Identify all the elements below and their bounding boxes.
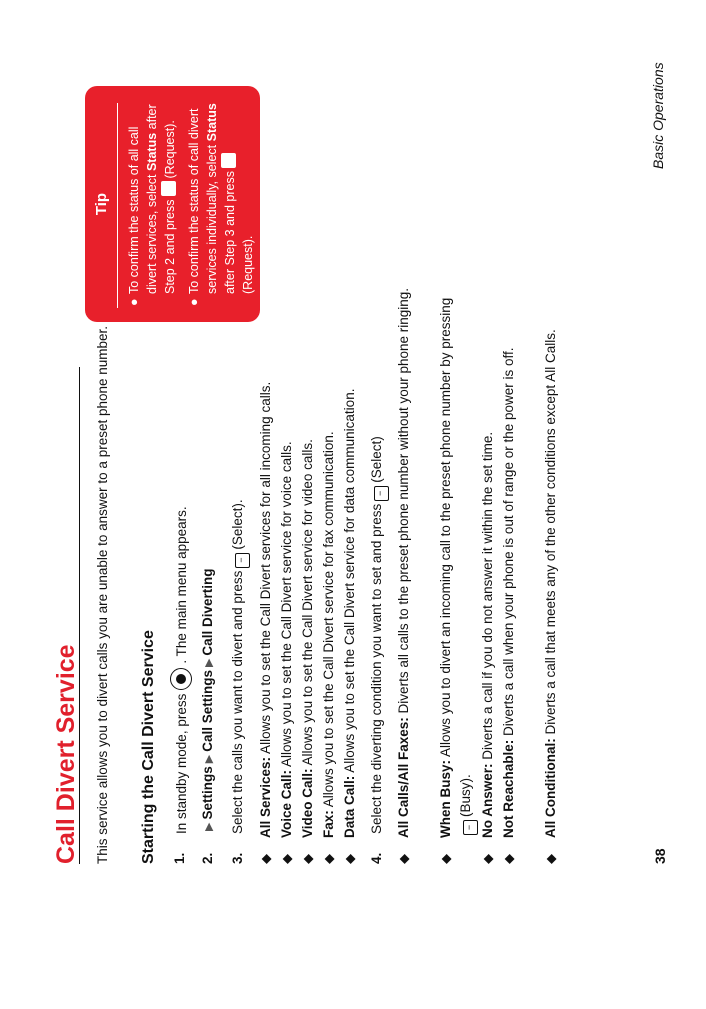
tip-text-end: (Request).: [163, 120, 177, 179]
bullet-text: Diverts all calls to the preset phone number without your phone ringing.: [396, 287, 411, 714]
bullet-label: Data Call:: [342, 775, 357, 838]
bullet-text: Diverts a call when your phone is out of range or the power is off.: [501, 347, 516, 736]
tip-status-label: Status: [205, 103, 219, 142]
title-rule: [79, 367, 80, 864]
diamond-bullet-icon: ◆: [258, 854, 273, 864]
menu-path-call-settings: Call Settings: [200, 670, 215, 752]
bullet-label: Fax:: [321, 810, 336, 838]
bullet-text: Allows you to set the Call Divert service for voice calls.: [279, 441, 294, 767]
page-number: 38: [652, 848, 668, 864]
bullet-label: Video Call:: [300, 768, 315, 838]
bullet-label: All Calls/All Faxes:: [396, 717, 411, 838]
soft-key-icon: −: [463, 820, 478, 835]
bullet-text: Allows you to divert an incoming call to the preset phone number by pressing: [438, 297, 453, 757]
step-text: Select the calls you want to divert and press: [230, 570, 245, 834]
tip-box: [85, 86, 260, 322]
diamond-bullet-icon: ◆: [501, 854, 516, 864]
bullet-label: All Conditional:: [543, 738, 558, 838]
bullet-text: Allows you to set the Call Divert service for video calls.: [300, 439, 315, 766]
diamond-bullet-icon: ◆: [342, 854, 357, 864]
bullet-label: Not Reachable:: [501, 739, 516, 838]
step-number: 3.: [230, 852, 245, 864]
step-number: 1.: [172, 852, 187, 864]
diamond-bullet-icon: ◆: [543, 854, 558, 864]
center-select-key-icon: [170, 668, 192, 690]
footer-section-title: Basic Operations: [650, 62, 666, 169]
soft-key-icon: [221, 153, 236, 168]
soft-key-icon: −: [235, 553, 250, 568]
tip-text: To confirm the status of all call divert services, select: [127, 126, 159, 294]
intro-paragraph: This service allows you to divert calls you are unable to answer to a preset phone number.: [95, 325, 110, 864]
menu-path-settings: Settings: [200, 766, 215, 820]
menu-path-call-diverting: Call Diverting: [200, 568, 215, 656]
step-text-end: (Select).: [230, 499, 245, 550]
path-arrow-icon: ▶: [203, 754, 215, 764]
tip-status-label: Status: [145, 132, 159, 172]
diamond-bullet-icon: ◆: [300, 854, 315, 864]
bullet-label: No Answer:: [480, 763, 495, 838]
bullet-text: Allows you to set the Call Divert service for fax communication.: [321, 431, 336, 808]
tip-text: To confirm the status of call divert services individually, select: [187, 108, 219, 294]
bullet-label: All Services:: [258, 756, 273, 838]
bullet-label: Voice Call:: [279, 769, 294, 838]
step-number: 2.: [200, 852, 215, 864]
bullet-text: Diverts a call if you do not answer it within the set time.: [480, 431, 495, 760]
tip-divider: [117, 103, 118, 308]
bullet-text-end: (Busy).: [458, 774, 473, 817]
tip-text-end: (Request).: [241, 235, 255, 294]
path-arrow-icon: ▶: [203, 658, 215, 668]
soft-key-icon: −: [374, 486, 389, 501]
diamond-bullet-icon: ◆: [279, 854, 294, 864]
soft-key-icon: [161, 181, 176, 196]
step-text-end: (Select): [369, 436, 384, 483]
page-title: Call Divert Service: [52, 644, 80, 864]
diamond-bullet-icon: ◆: [396, 854, 411, 864]
step-number: 4.: [369, 852, 384, 864]
step-text: In standby mode, press: [174, 693, 189, 834]
path-arrow-icon: ▶: [203, 822, 215, 831]
tip-bullet-icon: ●: [127, 298, 141, 306]
tip-title: Tip: [93, 192, 110, 216]
step-text: Select the diverting condition you want to set and press: [369, 503, 384, 834]
tip-bullet-icon: ●: [187, 298, 201, 306]
bullet-text: Allows you to set the Call Divert service for data communication.: [342, 388, 357, 773]
section-heading: Starting the Call Divert Service: [140, 630, 157, 864]
step-text-end: . The main menu appears.: [174, 506, 189, 664]
bullet-label: When Busy:: [438, 759, 453, 838]
tip-text-mid: after Step 3 and press: [223, 171, 237, 294]
tip-text-mid: after Step 2 and press: [145, 104, 177, 294]
diamond-bullet-icon: ◆: [480, 854, 495, 864]
bullet-text: Diverts a call that meets any of the other conditions except All Calls.: [543, 329, 558, 735]
diamond-bullet-icon: ◆: [438, 854, 453, 864]
bullet-text: Allows you to set the Call Divert services for all incoming calls.: [258, 381, 273, 754]
diamond-bullet-icon: ◆: [321, 854, 336, 864]
